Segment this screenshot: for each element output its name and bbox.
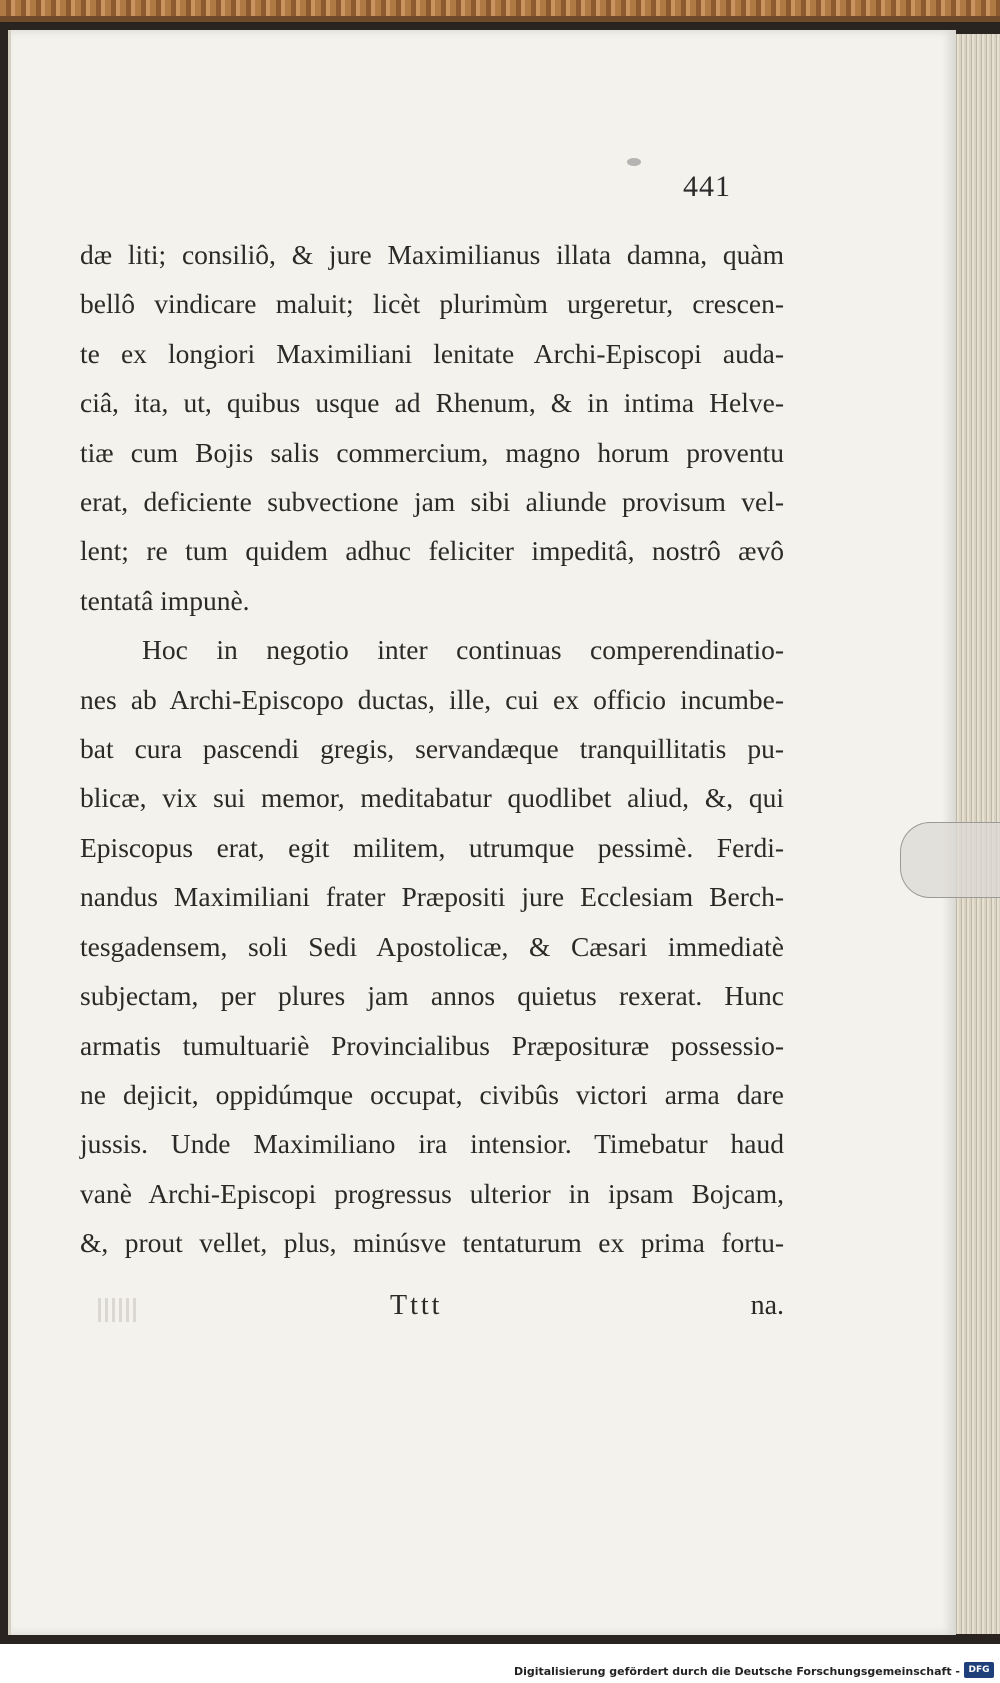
text-line: ne dejicit, oppidúmque occupat, civibûs victori arma dare bbox=[80, 1078, 784, 1110]
text-line: armatis tumultuariè Provincialibus Præposituræ possessio- bbox=[80, 1029, 784, 1061]
digitization-credit: Digitalisierung gefördert durch die Deutsche Forschungsgemeinschaft - bbox=[513, 1665, 960, 1678]
bookmark-strip bbox=[900, 822, 1000, 898]
catchword: na. bbox=[750, 1290, 784, 1321]
dfg-logo-icon: DFG bbox=[964, 1662, 994, 1678]
text-line: Episcopus erat, egit militem, utrumque pessimè. Ferdi- bbox=[80, 831, 784, 863]
text-line: tentatâ impunè. bbox=[80, 584, 250, 616]
text-line: ciâ, ita, ut, quibus usque ad Rhenum, & in intima Helve- bbox=[80, 387, 784, 419]
page-number: 441 bbox=[683, 170, 731, 203]
text-line: bat cura pascendi gregis, servandæque tranquillitatis pu- bbox=[80, 733, 784, 765]
body-text bbox=[80, 230, 784, 1268]
text-line: &, prout vellet, plus, minúsve tentaturum ex prima fortu- bbox=[80, 1227, 784, 1259]
text-line: nandus Maximiliani frater Præpositi jure Ecclesiam Berch- bbox=[80, 881, 784, 913]
book-top-edge bbox=[0, 0, 1000, 22]
text-line: subjectam, per plures jam annos quietus rexerat. Hunc bbox=[80, 980, 784, 1012]
text-line: jussis. Unde Maximiliano ira intensior. Timebatur haud bbox=[80, 1128, 784, 1160]
text-line: tiæ cum Bojis salis commercium, magno horum proventu bbox=[80, 436, 784, 468]
text-line: te ex longiori Maximiliani lenitate Archi-Episcopi auda- bbox=[80, 337, 784, 369]
text-line: bellô vindicare maluit; licèt plurimùm urgeretur, crescen- bbox=[80, 288, 784, 320]
ink-mark bbox=[627, 158, 641, 166]
text-line: vanè Archi-Episcopi progressus ulterior in ipsam Bojcam, bbox=[80, 1177, 784, 1209]
signature-mark: Tttt bbox=[390, 1290, 443, 1321]
page-footer bbox=[80, 1290, 784, 1330]
text-line: dæ liti; consiliô, & jure Maximilianus illata damna, quàm bbox=[80, 239, 784, 270]
text-line: erat, deficiente subvectione jam sibi aliunde provisum vel- bbox=[80, 486, 784, 518]
text-line: blicæ, vix sui memor, meditabatur quodlibet aliud, &, qui bbox=[80, 782, 784, 814]
text-line: nes ab Archi-Episcopo ductas, ille, cui ex officio incumbe- bbox=[80, 683, 784, 715]
text-line: tesgadensem, soli Sedi Apostolicæ, & Cæsari immediatè bbox=[80, 930, 784, 962]
paragraph-start-line: Hoc in negotio inter continuas comperendinatio- bbox=[142, 634, 784, 666]
text-line: lent; re tum quidem adhuc feliciter impeditâ, nostrô ævô bbox=[80, 535, 784, 567]
